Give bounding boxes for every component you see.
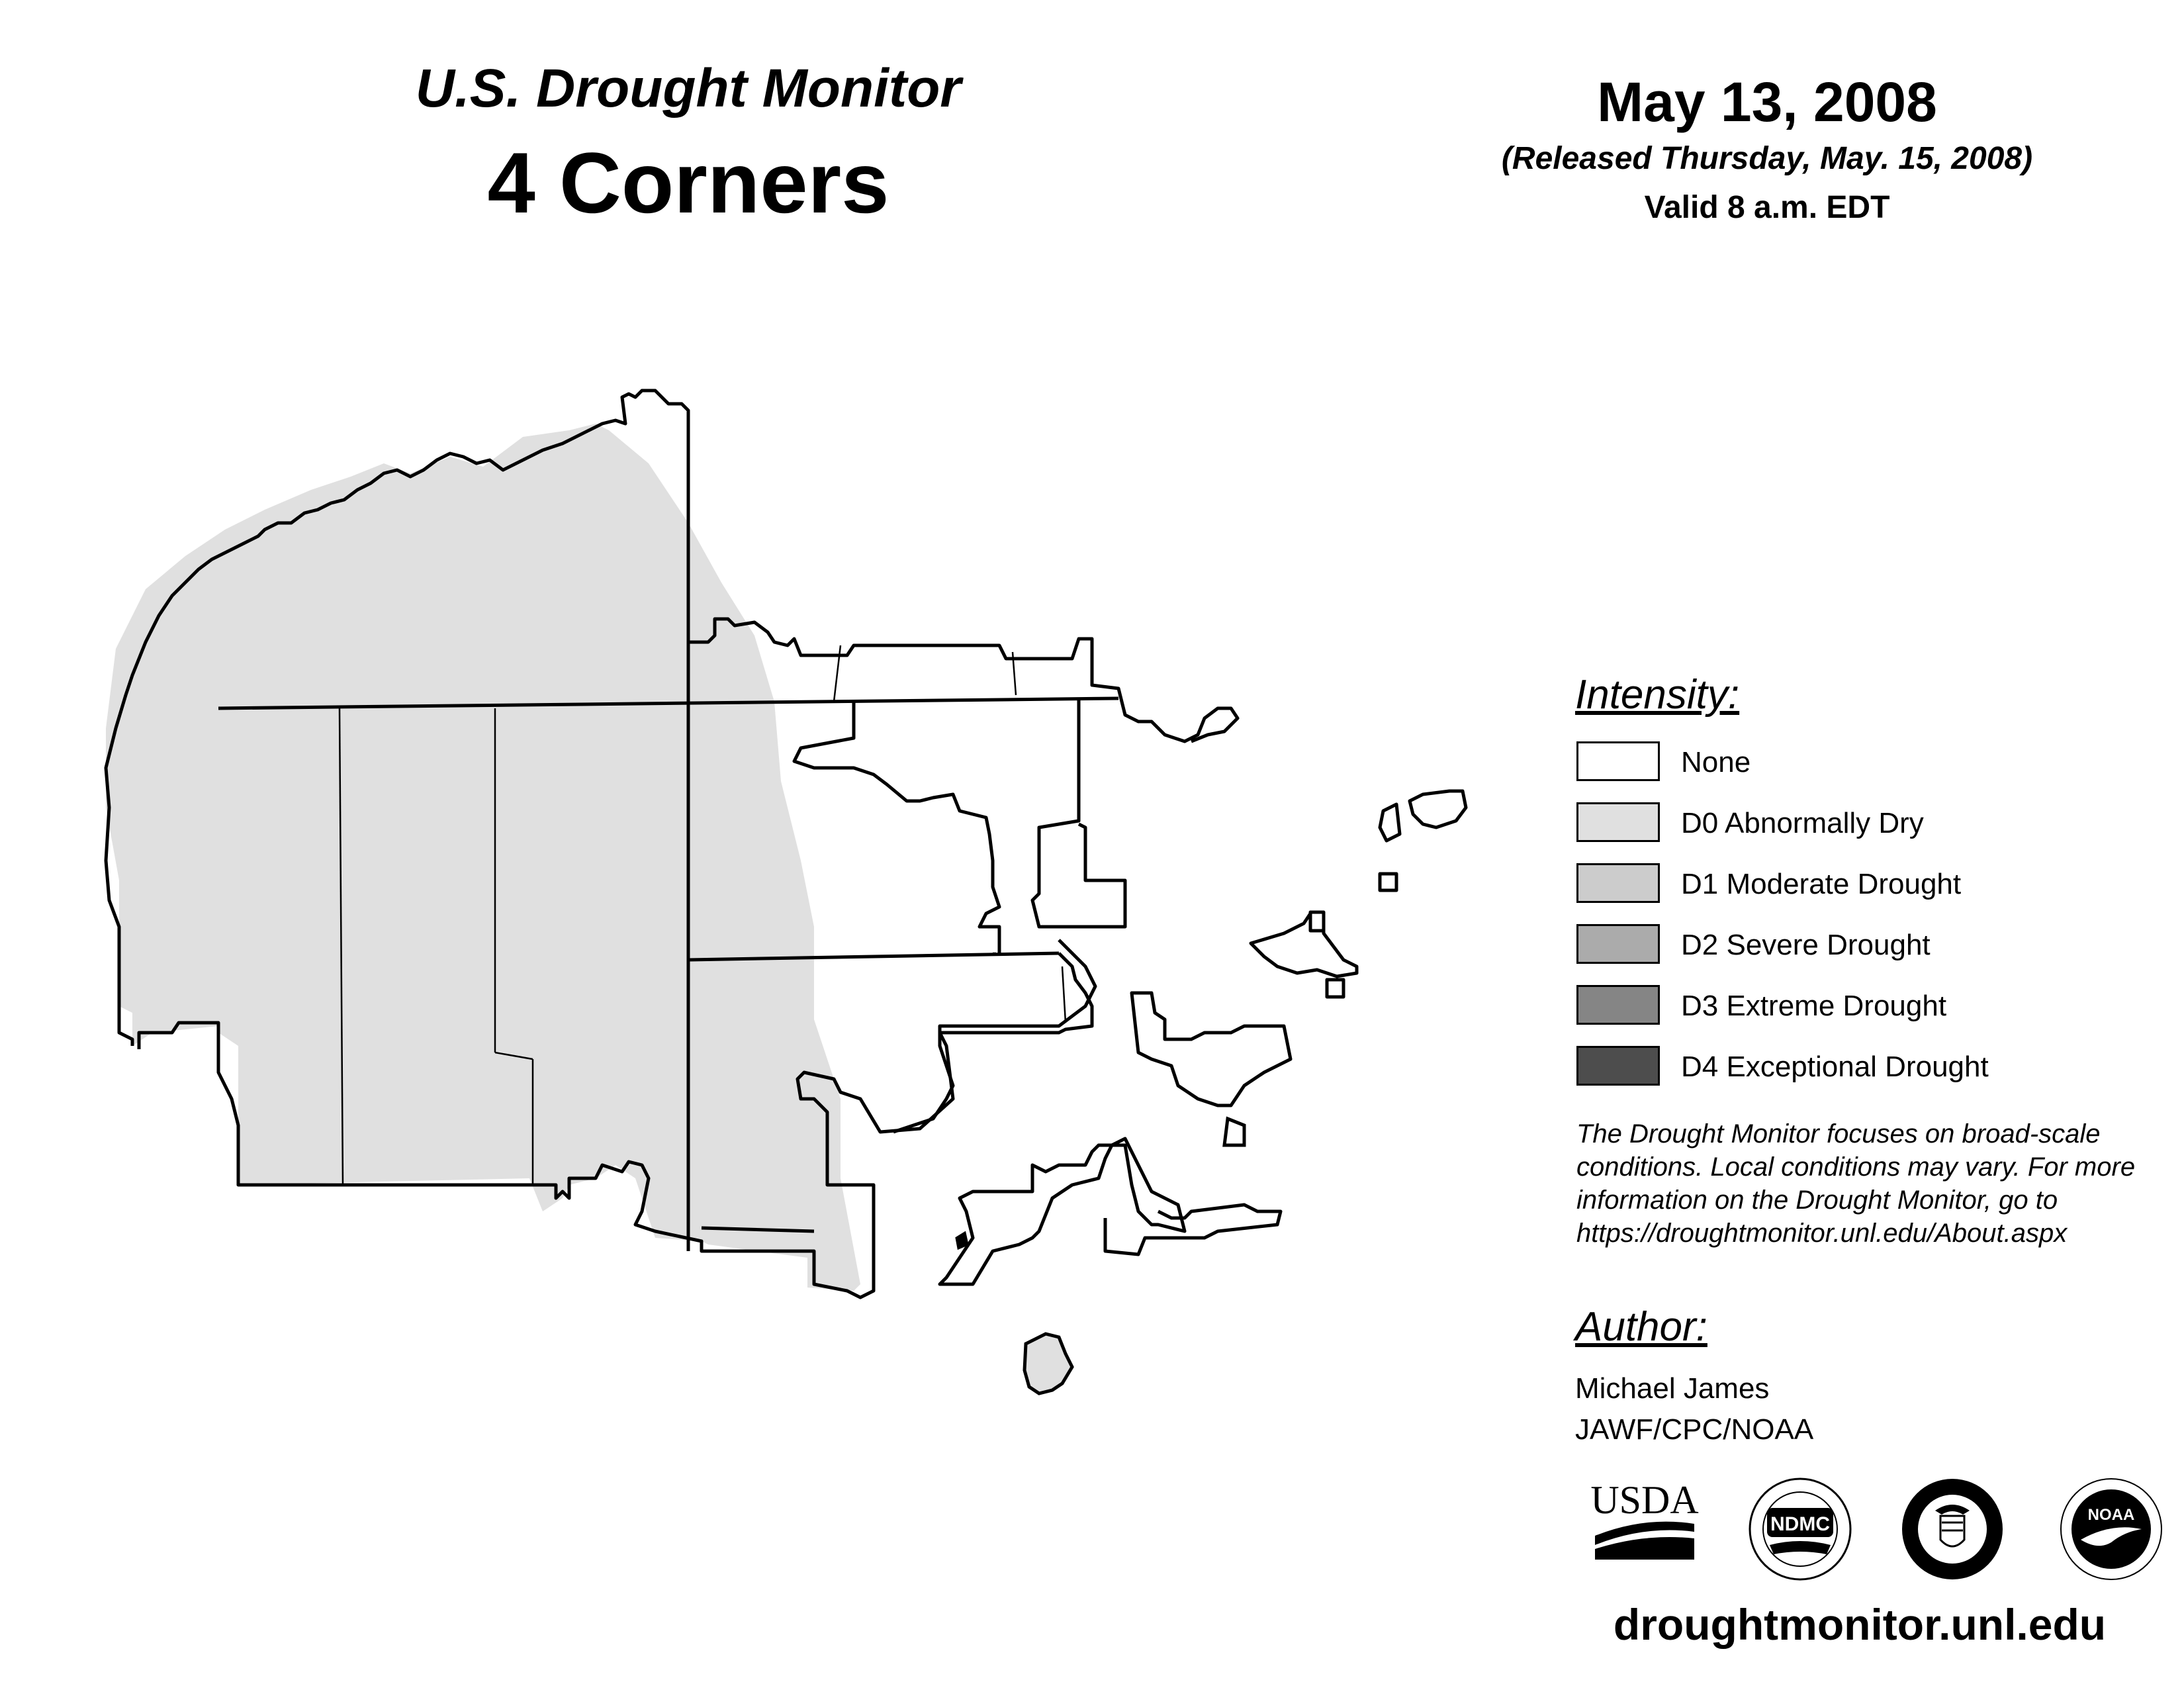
legend-swatch	[1576, 863, 1660, 903]
ndmc-logo-icon	[1747, 1476, 1853, 1582]
small-feature	[1224, 1119, 1244, 1145]
disclaimer-note	[1576, 1117, 2172, 1250]
legend-items	[1575, 736, 2158, 1102]
ndmc-logo-text: NDMC	[1770, 1513, 1830, 1535]
region-outline-ne-inner	[794, 702, 999, 953]
release-date: (Released Thursday, May. 15, 2008)	[1501, 141, 2033, 176]
author-org: JAWF/CPC/NOAA	[1575, 1413, 1814, 1446]
legend-heading: Intensity:	[1575, 672, 1740, 718]
usda-logo-text: USDA	[1590, 1478, 1699, 1522]
department-of-commerce-seal-icon	[1899, 1476, 2005, 1582]
d0-island	[1024, 1334, 1072, 1393]
website-url[interactable]: droughtmonitor.unl.edu	[1613, 1600, 2107, 1649]
legend-item-d1	[1575, 858, 2158, 919]
legend-label: None	[1681, 746, 1751, 778]
legend-label: D4 Exceptional Drought	[1681, 1051, 1989, 1083]
legend-item-d4	[1575, 1041, 2158, 1102]
valid-time: Valid 8 a.m. EDT	[1644, 190, 1890, 225]
author-name: Michael James	[1575, 1372, 1770, 1405]
region-title: 4 Corners	[487, 134, 889, 231]
region-outline-se	[940, 1139, 1185, 1284]
legend-item-d0	[1575, 797, 2158, 858]
partner-logos	[1588, 1476, 2171, 1582]
note-line: information on the Drought Monitor, go to	[1576, 1186, 2058, 1215]
region-outline-east	[1032, 698, 1125, 927]
small-feature-2	[956, 1233, 968, 1248]
note-line: The Drought Monitor focuses on broad-scale	[1576, 1119, 2101, 1149]
author-block	[1575, 1301, 2105, 1450]
legend-swatch	[1576, 1046, 1660, 1086]
legend-swatch	[1576, 924, 1660, 964]
legend-label: D2 Severe Drought	[1681, 929, 1931, 961]
legend-item-d2	[1575, 919, 2158, 980]
region-outline-far-se	[1105, 1205, 1281, 1254]
note-link[interactable]: https://droughtmonitor.unl.edu/About.aspx	[1576, 1219, 2068, 1248]
legend-swatch	[1576, 802, 1660, 842]
author-heading: Author:	[1575, 1304, 1707, 1350]
legend-swatch	[1576, 985, 1660, 1025]
legend-label: D3 Extreme Drought	[1681, 990, 1947, 1022]
noaa-logo-text: NOAA	[2087, 1506, 2135, 1524]
noaa-logo-icon	[2058, 1476, 2164, 1582]
legend-item-none	[1575, 736, 2158, 797]
legend	[1575, 669, 2158, 1102]
legend-swatch	[1576, 741, 1660, 781]
legend-label: D0 Abnormally Dry	[1681, 807, 1924, 839]
map-title: U.S. Drought Monitor	[415, 58, 962, 118]
eastern-islands	[1251, 791, 1466, 997]
note-line: conditions. Local conditions may vary. For more	[1576, 1152, 2136, 1182]
legend-item-d3	[1575, 980, 2158, 1041]
region-outline-east-mid	[1132, 993, 1291, 1105]
map-date: May 13, 2008	[1597, 71, 1937, 133]
d0-area	[106, 424, 860, 1291]
legend-label: D1 Moderate Drought	[1681, 868, 1962, 900]
date-block	[1469, 69, 2065, 229]
usda-logo-icon	[1588, 1476, 1701, 1569]
